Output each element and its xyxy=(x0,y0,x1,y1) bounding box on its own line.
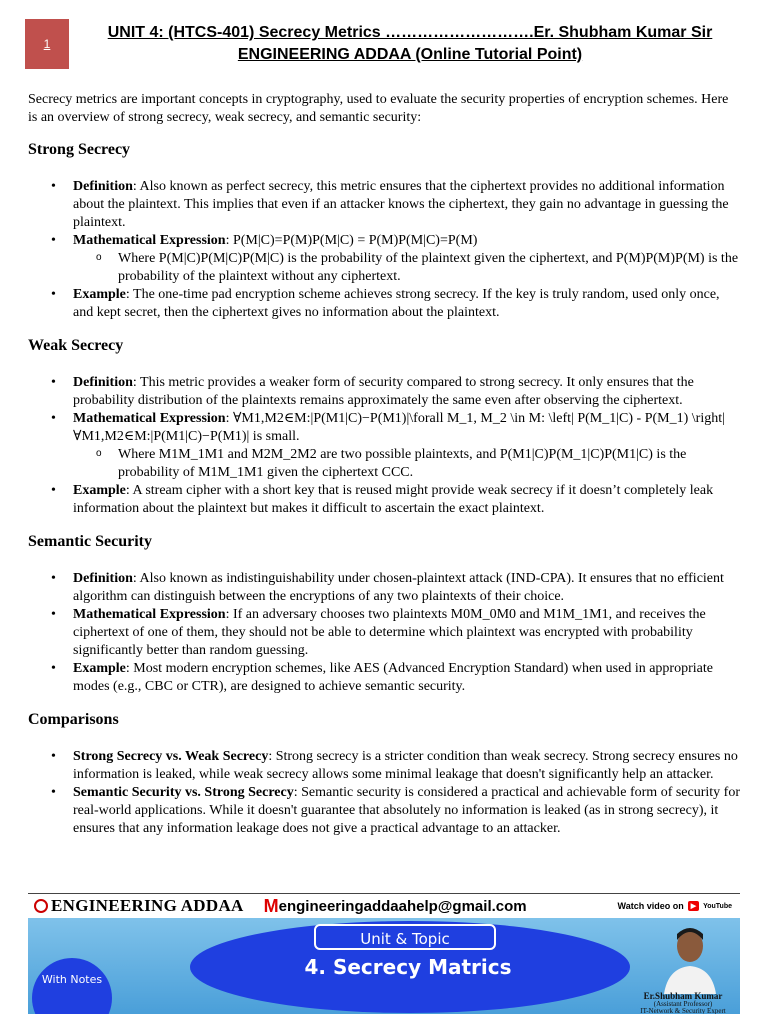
bullet-list xyxy=(28,178,740,322)
list-item xyxy=(73,606,740,660)
item-label: Example xyxy=(73,483,126,498)
topic-title: 4. Secrecy Matrics xyxy=(304,955,512,979)
header-line-2: ENGINEERING ADDAA (Online Tutorial Point) xyxy=(237,46,583,63)
list-item xyxy=(73,232,740,286)
list-item xyxy=(73,748,740,784)
presenter-name: Er.Shubham Kumar xyxy=(643,991,723,1001)
page-number-badge: 1 xyxy=(25,19,69,69)
item-label: Definition xyxy=(73,179,133,194)
mail-icon: M xyxy=(263,895,279,916)
youtube-icon: ▶ xyxy=(688,901,699,911)
item-label: Definition xyxy=(73,571,133,586)
sub-list xyxy=(73,446,740,482)
item-text: : This metric provides a weaker form of security compared to strong secrecy. It only ensures that the probability distribution of the plaintexts remains approximately the same even after observing the ciphertext. xyxy=(73,375,694,408)
item-text: : Strong secrecy is a stricter condition than weak secrecy. Strong secrecy ensures no information is leaked, while weak secrecy allows some minimal leakage that doesn't significantly help an attacker. xyxy=(73,749,738,782)
brand xyxy=(28,896,244,916)
with-notes-badge xyxy=(32,958,112,1014)
list-item xyxy=(73,286,740,322)
bullet-list xyxy=(28,570,740,696)
item-text: : Most modern encryption schemes, like AES (Advanced Encryption Standard) when used in appropriate modes (e.g., CBC or CTR), are designed to achieve semantic security. xyxy=(73,661,713,694)
item-label: Semantic Security vs. Strong Secrecy xyxy=(73,785,294,800)
section-heading: Strong Secrecy xyxy=(28,141,131,158)
section-heading: Comparisons xyxy=(28,711,119,728)
item-label: Mathematical Expression xyxy=(73,233,226,248)
brand-logo-icon xyxy=(34,899,48,913)
list-item xyxy=(73,570,740,606)
with-notes-text: With Notes xyxy=(41,973,103,986)
item-text: : A stream cipher with a short key that is reused might provide weak secrecy if it doesn’t completely leak information about the plaintext but makes it difficult to ascertain the exact plaintext. xyxy=(73,483,714,516)
watch-text: Watch video on xyxy=(617,901,684,911)
bullet-list xyxy=(28,748,740,838)
banner-strip xyxy=(28,893,740,918)
item-text: : If an adversary chooses two plaintexts M0M_0M0 and M1M_1M1, and receives the ciphertext of one of them, they should not be able to determine which plaintext was encrypted with probability significantly better than random guessing. xyxy=(73,607,706,658)
section-heading: Weak Secrecy xyxy=(28,337,124,354)
list-item xyxy=(73,374,740,410)
sub-list xyxy=(73,250,740,286)
item-label: Mathematical Expression xyxy=(73,411,226,426)
bullet-list xyxy=(28,374,740,518)
email-link[interactable] xyxy=(264,896,527,917)
item-label: Mathematical Expression xyxy=(73,607,226,622)
list-item xyxy=(73,410,740,482)
sections-container xyxy=(28,140,740,838)
presenter-avatar xyxy=(660,922,720,994)
item-text: : P(M|C)=P(M)P(M|C) = P(M)P(M|C)=P(M) xyxy=(225,233,478,248)
item-text: : ∀M1,M2∈M:|P(M1|C)−P(M1)|\forall M_1, M_2 \in M: \left| P(M_1|C) - P(M_1) \right|∀M1,M2∈M:|P(M1|C)−P(M1)| is small. xyxy=(73,411,725,444)
document-header xyxy=(90,22,730,66)
presenter-caption xyxy=(628,992,738,1014)
header-line-1: UNIT 4: (HTCS-401) Secrecy Metrics ……………………….Er. Shubham Kumar Sir xyxy=(107,24,713,41)
item-label: Strong Secrecy vs. Weak Secrecy xyxy=(73,749,269,764)
email-text: engineeringaddaahelp@gmail.com xyxy=(278,897,527,915)
intro-paragraph: Secrecy metrics are important concepts in cryptography, used to evaluate the security properties of encryption schemes. Here is an overview of strong secrecy, weak secrecy, and semantic security: xyxy=(28,92,729,125)
presenter-role: (Assistant Professor) xyxy=(653,1000,713,1008)
unit-topic-label: Unit & Topic xyxy=(314,924,496,950)
item-text: : Semantic security is considered a practical and achievable form of security for real-world applications. While it doesn't guarantee that absolutely no information is leaked (as in strong secrecy), it ensures that any information leakage does not give a practical advantage to an attacker. xyxy=(73,785,740,836)
section-heading: Semantic Security xyxy=(28,533,152,550)
item-text: : Also known as perfect secrecy, this metric ensures that the ciphertext provides no additional information about the plaintext. This implies that even if an attacker knows the ciphertext, they gain no advantage in guessing the plaintext. xyxy=(73,179,729,230)
brand-name: ENGINEERING ADDAA xyxy=(51,896,244,915)
sub-list-item: o Where M1M_1M1 and M2M_2M2 are two possible plaintexts, and P(M1|C)P(M_1|C)P(M1|C) is the probability of M1M_1M1 given the ciphertext CCC. xyxy=(118,446,740,482)
watch-video[interactable] xyxy=(618,901,732,911)
document-body xyxy=(28,91,740,852)
list-item xyxy=(73,660,740,696)
item-text: : The one-time pad encryption scheme achieves strong secrecy. If the key is truly random, used only once, and kept secret, then the ciphertext gives no information about the plaintext. xyxy=(73,287,720,320)
list-item xyxy=(73,178,740,232)
topic-banner xyxy=(28,918,740,1014)
presenter-sub: IT-Network & Security Expert xyxy=(640,1007,726,1014)
list-item xyxy=(73,482,740,518)
item-text: : Also known as indistinguishability under chosen-plaintext attack (IND-CPA). It ensures that no efficient algorithm can distinguish between the encryptions of any two plaintexts of their choice. xyxy=(73,571,724,604)
item-label: Example xyxy=(73,661,126,676)
list-item xyxy=(73,784,740,838)
item-label: Definition xyxy=(73,375,133,390)
item-label: Example xyxy=(73,287,126,302)
sub-list-item: o Where P(M|C)P(M|C)P(M|C) is the probability of the plaintext given the ciphertext, and P(M)P(M)P(M) is the probability of the plaintext without any ciphertext. xyxy=(118,250,740,286)
youtube-label: YouTube xyxy=(703,902,732,910)
